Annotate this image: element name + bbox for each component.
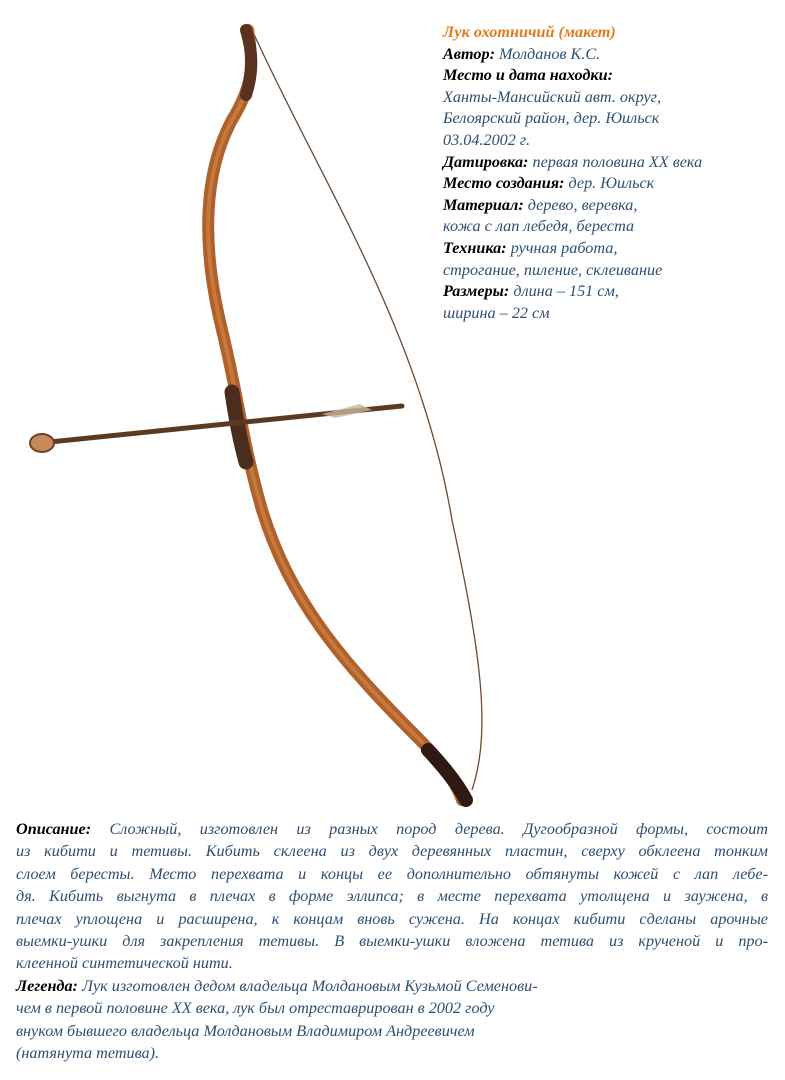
technique-line-2: строгание, пиление, склеивание: [443, 260, 663, 279]
info-block: [443, 22, 778, 324]
description-line-3: слоем бересты. Место перехвата и концы ее дополнительно обтянуты кожей с лап лебе-: [16, 864, 768, 883]
legend-line-1: Легенда: Лук изготовлен дедом владельца Молдановым Кузьмой Семенови-: [16, 976, 538, 995]
description-line-2: из кибити и тетивы. Кибить склеена из двух деревянных пластин, сверху обклеена тонким: [16, 842, 768, 861]
technique-value-1: ручная работа,: [510, 238, 618, 257]
find-line-2: Белоярский район, дер. Юильск: [443, 109, 660, 128]
material-label: Материал:: [443, 195, 524, 214]
place-value: дер. Юильск: [568, 174, 655, 193]
size-line-2: ширина – 22 см: [443, 303, 550, 322]
bow-top-tip: [246, 30, 251, 95]
technique-label: Техника:: [443, 238, 507, 257]
description-line-1: Описание: Сложный, изготовлен из разных пород дерева. Дугообразной формы, состоит: [16, 820, 768, 838]
description-label: Описание:: [16, 820, 92, 838]
legend-line-2: чем в первой половине XX века, лук был отреставрирован в 2002 году: [16, 999, 495, 1018]
material-value-1: дерево, веревка,: [527, 195, 638, 214]
place-label: Место создания:: [443, 174, 565, 193]
author-value: Молданов К.С.: [499, 44, 601, 63]
legend-line-4: (натянута тетива).: [16, 1044, 160, 1063]
dating-row: [443, 152, 778, 174]
material-row: [443, 195, 778, 217]
find-label: Место и дата находки:: [443, 66, 614, 85]
author-label: Автор:: [443, 44, 495, 63]
bow-bottom-tip: [428, 750, 466, 800]
legend-line-3: внуком бывшего владельца Молдановым Владимиром Андреевичем: [16, 1021, 475, 1040]
author-row: [443, 44, 778, 66]
size-label: Размеры:: [443, 282, 510, 301]
place-row: [443, 173, 778, 195]
description-line-4: дя. Кибить выгнута в плечах в форме эллипса; в месте перехвата утолщена и заужена, в: [16, 887, 768, 906]
description-line-7: клеенной синтетической нити.: [16, 954, 233, 973]
find-line-1: Ханты-Мансийский авт. округ,: [443, 87, 661, 106]
dating-label: Датировка:: [443, 152, 529, 171]
description-line-6: выемки-ушки для закрепления тетивы. В выемки-ушки вложена тетива из крученой и про-: [16, 932, 768, 951]
size-row: [443, 281, 778, 303]
bow-grip: [232, 392, 246, 462]
material-line-2: кожа с лап лебедя, береста: [443, 217, 635, 236]
dating-value: первая половина XX века: [532, 152, 703, 171]
arrow-head: [30, 434, 54, 452]
item-title: Лук охотничий (макет): [443, 23, 616, 41]
description-block: [16, 818, 768, 1064]
legend-label: Легенда:: [16, 976, 78, 995]
size-value-1: длина – 151 см,: [513, 282, 619, 301]
technique-row: [443, 238, 778, 260]
description-line-5: плечах уплощена и расширена, к концам вновь сужена. На концах кибити сделаны арочные: [16, 909, 768, 928]
find-label-row: [443, 65, 778, 87]
find-line-3: 03.04.2002 г.: [443, 130, 531, 149]
